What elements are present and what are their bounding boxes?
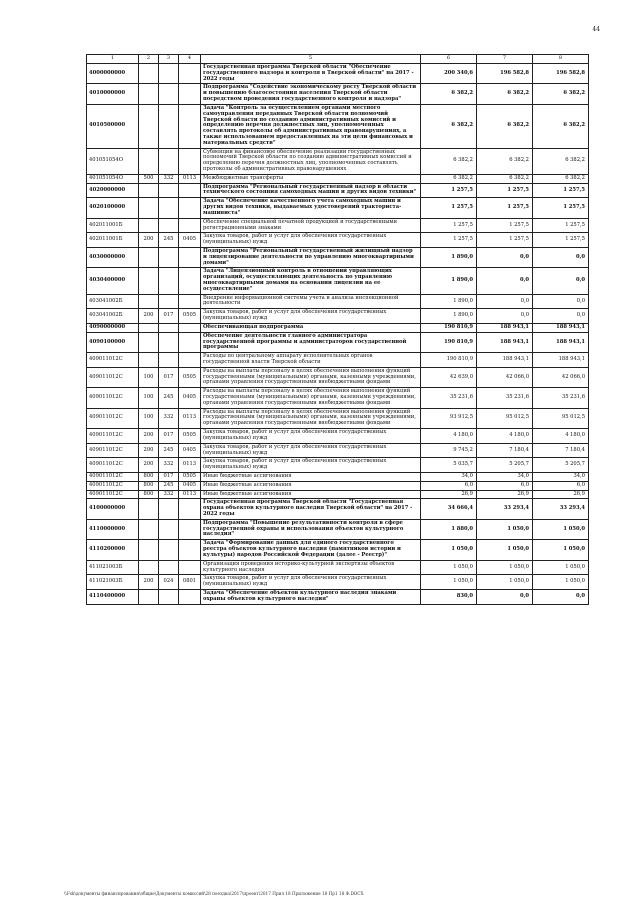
row-value-2: 196 582,8 xyxy=(477,64,533,84)
row-code: 4100000000 xyxy=(87,499,139,519)
row-section: 0405 xyxy=(179,443,201,458)
table-row xyxy=(87,589,589,604)
table-row xyxy=(87,560,589,575)
row-name: Задача "Контроль за осуществлением органами местного самоуправления переданных Тверской области полномочий Тверской области по созданию административных комиссий и определению перечня должностных лиц, уполномоченных составлять протоколы об административных правонарушениях, а также использованием предоставленных на эти цели финансовых и материальных средств" xyxy=(201,104,421,148)
row-value-1: 200 340,6 xyxy=(421,64,477,84)
row-code: 4010500000 xyxy=(87,104,139,148)
row-kvsr xyxy=(159,294,179,309)
row-name: Закупка товаров, работ и услуг для обеспечения государственных (муниципальных) нужд xyxy=(201,575,421,590)
row-value-2: 1 257,5 xyxy=(477,218,533,233)
table-row xyxy=(87,218,589,233)
row-value-2: 6 382,2 xyxy=(477,84,533,104)
row-code: 401051054О xyxy=(87,148,139,174)
row-value-3: 1 257,5 xyxy=(533,218,589,233)
row-kvsr xyxy=(159,332,179,352)
row-section xyxy=(179,353,201,368)
row-section xyxy=(179,148,201,174)
row-section: 0113 xyxy=(179,174,201,183)
row-kvr xyxy=(139,84,159,104)
table-row xyxy=(87,233,589,248)
row-value-1: 190 810,9 xyxy=(421,353,477,368)
row-code: 411021003Б xyxy=(87,560,139,575)
table-row xyxy=(87,408,589,428)
row-name: Расходы на выплаты персоналу в целях обеспечения выполнения функций государственными (муниципальными) органами, казенными учреждениями, органами управления государственными внебюджетными фондами xyxy=(201,367,421,387)
row-value-1: 26,9 xyxy=(421,490,477,499)
row-section: 0405 xyxy=(179,233,201,248)
row-code: 403041002Б xyxy=(87,309,139,324)
row-value-2: 4 180,0 xyxy=(477,429,533,444)
row-value-3: 5 205,7 xyxy=(533,458,589,473)
row-kvsr xyxy=(159,589,179,604)
row-section: 0113 xyxy=(179,458,201,473)
row-value-1: 35 231,6 xyxy=(421,388,477,408)
row-section xyxy=(179,589,201,604)
header-cell: 7 xyxy=(477,55,533,64)
row-kvr xyxy=(139,353,159,368)
row-kvr xyxy=(139,519,159,539)
row-value-1: 190 810,9 xyxy=(421,323,477,332)
row-name: Обеспечение специальной печатной продукцией и государственными регистрационными знаками xyxy=(201,218,421,233)
row-section xyxy=(179,519,201,539)
row-kvr xyxy=(139,589,159,604)
row-value-2: 0,0 xyxy=(477,247,533,267)
row-code: 4000000000 xyxy=(87,64,139,84)
row-code: 409011012С xyxy=(87,443,139,458)
row-code: 401051054О xyxy=(87,174,139,183)
row-value-2: 42 066,0 xyxy=(477,367,533,387)
row-value-2: 34,0 xyxy=(477,472,533,481)
row-kvr: 200 xyxy=(139,458,159,473)
row-value-1: 42 639,0 xyxy=(421,367,477,387)
row-kvr: 500 xyxy=(139,174,159,183)
row-value-3: 1 050,0 xyxy=(533,519,589,539)
row-kvsr: 017 xyxy=(159,472,179,481)
page-number: 44 xyxy=(592,26,600,33)
row-section: 0505 xyxy=(179,472,201,481)
row-kvsr xyxy=(159,218,179,233)
table-row xyxy=(87,104,589,148)
row-name: Государственная программа Тверской области "Государственная охрана объектов культурного наследия Тверской области" на 2017 - 2022 годы xyxy=(201,499,421,519)
row-kvsr xyxy=(159,560,179,575)
row-name: Закупка товаров, работ и услуг для обеспечения государственных (муниципальных) нужд xyxy=(201,309,421,324)
row-code: 402011001Б xyxy=(87,218,139,233)
row-code: 4010000000 xyxy=(87,84,139,104)
row-value-1: 6 382,2 xyxy=(421,84,477,104)
row-kvsr: 245 xyxy=(159,388,179,408)
row-name: Субвенции на финансовое обеспечение реализации государственных полномочий Тверской области по созданию административных комиссий и определению перечня должностных лиц, уполномоченных составлять протоколы об административных правонарушениях xyxy=(201,148,421,174)
row-code: 4090100000 xyxy=(87,332,139,352)
row-name: Подпрограмма "Повышение результативности контроля в сфере государственной охраны и использования объектов культурного наследия" xyxy=(201,519,421,539)
row-name: Иные бюджетные ассигнования xyxy=(201,490,421,499)
row-value-2: 1 050,0 xyxy=(477,540,533,560)
row-kvr xyxy=(139,104,159,148)
row-value-2: 0,0 xyxy=(477,589,533,604)
row-value-3: 6 382,2 xyxy=(533,174,589,183)
row-value-2: 1 257,5 xyxy=(477,183,533,198)
row-value-3: 35 231,6 xyxy=(533,388,589,408)
row-value-3: 196 582,8 xyxy=(533,64,589,84)
table-row xyxy=(87,540,589,560)
row-value-3: 6 382,2 xyxy=(533,148,589,174)
table-row xyxy=(87,84,589,104)
row-value-3: 1 050,0 xyxy=(533,540,589,560)
row-code: 4020000000 xyxy=(87,183,139,198)
row-name: Подпрограмма "Региональный государственный надзор в области технического состояния самоходных машин и других видов техники" xyxy=(201,183,421,198)
row-name: Иные бюджетные ассигнования xyxy=(201,472,421,481)
row-kvsr: 332 xyxy=(159,458,179,473)
row-code: 4030400000 xyxy=(87,268,139,294)
row-kvsr xyxy=(159,148,179,174)
row-kvsr: 245 xyxy=(159,443,179,458)
table-row xyxy=(87,472,589,481)
row-value-2: 7 180,4 xyxy=(477,443,533,458)
row-value-3: 188 943,1 xyxy=(533,323,589,332)
row-kvr xyxy=(139,247,159,267)
row-section xyxy=(179,540,201,560)
row-name: Задача "Формирование данных для единого государственного реестра объектов культурного наследия (памятников истории и культуры) народов Российской Федерации (далее - Реестр)" xyxy=(201,540,421,560)
row-value-2: 35 231,6 xyxy=(477,388,533,408)
row-name: Задача "Обеспечение качественного учета самоходных машин и других видов техники, выдаваемых удостоверений тракториста-машиниста" xyxy=(201,198,421,218)
table-row xyxy=(87,309,589,324)
row-kvr xyxy=(139,148,159,174)
row-value-3: 188 943,1 xyxy=(533,353,589,368)
row-value-2: 6 382,2 xyxy=(477,148,533,174)
row-section xyxy=(179,104,201,148)
row-value-1: 9 745,2 xyxy=(421,443,477,458)
row-value-2: 6 382,2 xyxy=(477,104,533,148)
row-section xyxy=(179,294,201,309)
row-kvsr: 332 xyxy=(159,408,179,428)
row-code: 402011001Б xyxy=(87,233,139,248)
row-value-3: 33 293,4 xyxy=(533,499,589,519)
table-row xyxy=(87,490,589,499)
row-kvsr: 017 xyxy=(159,429,179,444)
row-value-1: 34,0 xyxy=(421,472,477,481)
table-row xyxy=(87,148,589,174)
row-kvr: 800 xyxy=(139,490,159,499)
row-kvsr xyxy=(159,84,179,104)
row-kvsr xyxy=(159,323,179,332)
row-value-1: 1 890,0 xyxy=(421,309,477,324)
table-row xyxy=(87,458,589,473)
row-value-2: 1 257,5 xyxy=(477,233,533,248)
row-value-1: 6,0 xyxy=(421,481,477,490)
table-row xyxy=(87,64,589,84)
row-name: Закупка товаров, работ и услуг для обеспечения государственных (муниципальных) нужд xyxy=(201,233,421,248)
row-section xyxy=(179,499,201,519)
row-kvr: 800 xyxy=(139,481,159,490)
row-value-3: 95 012,5 xyxy=(533,408,589,428)
row-code: 409011012С xyxy=(87,408,139,428)
row-section xyxy=(179,183,201,198)
row-value-3: 1 257,5 xyxy=(533,233,589,248)
table-row xyxy=(87,247,589,267)
row-kvr: 100 xyxy=(139,408,159,428)
header-cell: 5 xyxy=(201,55,421,64)
row-value-3: 1 050,0 xyxy=(533,575,589,590)
row-section: 0405 xyxy=(179,481,201,490)
row-value-2: 188 943,1 xyxy=(477,353,533,368)
row-kvsr: 332 xyxy=(159,490,179,499)
row-section xyxy=(179,332,201,352)
row-kvr xyxy=(139,540,159,560)
budget-table xyxy=(86,54,589,605)
row-value-2: 5 205,7 xyxy=(477,458,533,473)
table-row xyxy=(87,575,589,590)
row-value-1: 1 050,0 xyxy=(421,540,477,560)
row-section: 0113 xyxy=(179,408,201,428)
header-cell: 3 xyxy=(159,55,179,64)
row-code: 409011012С xyxy=(87,429,139,444)
row-code: 4110200000 xyxy=(87,540,139,560)
row-value-1: 34 666,4 xyxy=(421,499,477,519)
table-row xyxy=(87,367,589,387)
row-code: 409011012С xyxy=(87,472,139,481)
file-path-footer: \\Fsk\документы финансирования\общие\Документы комиссий\28 поездка\2017\проект\2017 Прил 18 Приложение 18 Пр1 18 Ф.DOCX xyxy=(64,891,364,896)
row-section: 0405 xyxy=(179,388,201,408)
row-section xyxy=(179,218,201,233)
row-section: 0801 xyxy=(179,575,201,590)
row-kvsr: 332 xyxy=(159,174,179,183)
row-section xyxy=(179,198,201,218)
row-value-1: 1 050,0 xyxy=(421,560,477,575)
row-section xyxy=(179,323,201,332)
row-kvr xyxy=(139,560,159,575)
row-value-3: 6,0 xyxy=(533,481,589,490)
row-name: Обеспечивающая подпрограмма xyxy=(201,323,421,332)
row-value-2: 33 293,4 xyxy=(477,499,533,519)
row-name: Подпрограмма "Региональный государственный жилищный надзор и лицензирование деятельности по управлению многоквартирными домами" xyxy=(201,247,421,267)
row-value-1: 190 810,9 xyxy=(421,332,477,352)
row-kvr xyxy=(139,268,159,294)
row-value-1: 1 890,0 xyxy=(421,294,477,309)
row-kvsr xyxy=(159,540,179,560)
row-value-3: 0,0 xyxy=(533,589,589,604)
row-code: 409011012С xyxy=(87,367,139,387)
row-value-1: 5 035,7 xyxy=(421,458,477,473)
header-row xyxy=(87,55,589,64)
row-value-3: 0,0 xyxy=(533,268,589,294)
row-name: Закупка товаров, работ и услуг для обеспечения государственных (муниципальных) нужд xyxy=(201,443,421,458)
row-kvr: 200 xyxy=(139,429,159,444)
row-kvr: 100 xyxy=(139,367,159,387)
row-code: 4110400000 xyxy=(87,589,139,604)
row-code: 4030000000 xyxy=(87,247,139,267)
row-section: 0505 xyxy=(179,367,201,387)
row-kvr xyxy=(139,198,159,218)
row-kvr: 200 xyxy=(139,309,159,324)
row-value-1: 1 890,0 xyxy=(421,247,477,267)
row-value-1: 1 257,5 xyxy=(421,198,477,218)
row-kvr xyxy=(139,218,159,233)
row-value-2: 26,9 xyxy=(477,490,533,499)
row-code: 4020100000 xyxy=(87,198,139,218)
table-row xyxy=(87,294,589,309)
table-row xyxy=(87,443,589,458)
row-value-3: 4 180,0 xyxy=(533,429,589,444)
row-kvr: 200 xyxy=(139,443,159,458)
row-value-1: 1 257,5 xyxy=(421,218,477,233)
table-row xyxy=(87,519,589,539)
table-row xyxy=(87,481,589,490)
row-kvr: 200 xyxy=(139,575,159,590)
row-value-2: 188 943,1 xyxy=(477,323,533,332)
row-kvsr: 245 xyxy=(159,233,179,248)
row-value-1: 1 257,5 xyxy=(421,233,477,248)
row-name: Расходы по центральному аппарату исполнительных органов государственной власти Тверской области xyxy=(201,353,421,368)
row-value-3: 1 257,5 xyxy=(533,183,589,198)
row-value-3: 1 257,5 xyxy=(533,198,589,218)
row-value-1: 6 382,2 xyxy=(421,174,477,183)
row-code: 409011012С xyxy=(87,388,139,408)
table-row xyxy=(87,499,589,519)
row-value-3: 7 180,4 xyxy=(533,443,589,458)
row-kvsr: 024 xyxy=(159,575,179,590)
row-value-2: 0,0 xyxy=(477,268,533,294)
row-kvr: 800 xyxy=(139,472,159,481)
header-cell: 1 xyxy=(87,55,139,64)
row-name: Организация проведения историко-культурной экспертизы объектов культурного наследия xyxy=(201,560,421,575)
row-kvr xyxy=(139,183,159,198)
row-value-1: 1 890,0 xyxy=(421,268,477,294)
row-value-2: 6 382,2 xyxy=(477,174,533,183)
row-code: 409011012С xyxy=(87,353,139,368)
row-section xyxy=(179,64,201,84)
row-name: Обеспечение деятельности главного администратора государственной программы и администраторов государственной программы xyxy=(201,332,421,352)
row-value-2: 1 050,0 xyxy=(477,575,533,590)
table-row xyxy=(87,429,589,444)
row-value-2: 188 943,1 xyxy=(477,332,533,352)
row-name: Задача "Лицензионный контроль в отношении управляющих организаций, осуществляющих деятельность по управлению многоквартирными домами на основании лицензии на ее осуществление" xyxy=(201,268,421,294)
row-value-3: 26,9 xyxy=(533,490,589,499)
row-value-3: 0,0 xyxy=(533,247,589,267)
row-section xyxy=(179,84,201,104)
row-name: Закупка товаров, работ и услуг для обеспечения государственных (муниципальных) нужд xyxy=(201,429,421,444)
row-kvsr xyxy=(159,183,179,198)
table-row xyxy=(87,174,589,183)
row-name: Расходы на выплаты персоналу в целях обеспечения выполнения функций государственными (муниципальными) органами, казенными учреждениями, органами управления государственными внебюджетными фондами xyxy=(201,388,421,408)
row-kvsr: 017 xyxy=(159,309,179,324)
row-kvsr xyxy=(159,64,179,84)
row-kvr xyxy=(139,332,159,352)
row-value-3: 0,0 xyxy=(533,294,589,309)
header-cell: 8 xyxy=(533,55,589,64)
row-value-1: 1 880,0 xyxy=(421,519,477,539)
row-kvr xyxy=(139,294,159,309)
row-kvsr xyxy=(159,247,179,267)
row-name: Государственная программа Тверской области "Обеспечение государственного надзора и контроля в Тверской области" на 2017 - 2022 годы xyxy=(201,64,421,84)
row-value-2: 1 050,0 xyxy=(477,519,533,539)
row-value-3: 42 066,0 xyxy=(533,367,589,387)
row-value-1: 6 382,2 xyxy=(421,148,477,174)
row-kvr: 200 xyxy=(139,233,159,248)
row-kvsr xyxy=(159,268,179,294)
row-kvr: 100 xyxy=(139,388,159,408)
table-row xyxy=(87,198,589,218)
row-code: 4110000000 xyxy=(87,519,139,539)
row-name: Закупка товаров, работ и услуг для обеспечения государственных (муниципальных) нужд xyxy=(201,458,421,473)
row-value-3: 1 050,0 xyxy=(533,560,589,575)
row-kvr xyxy=(139,64,159,84)
table-row xyxy=(87,323,589,332)
row-value-2: 1 257,5 xyxy=(477,198,533,218)
row-value-3: 34,0 xyxy=(533,472,589,481)
row-value-2: 0,0 xyxy=(477,309,533,324)
row-section: 0113 xyxy=(179,490,201,499)
row-code: 403041002Б xyxy=(87,294,139,309)
header-cell: 4 xyxy=(179,55,201,64)
row-section: 0505 xyxy=(179,309,201,324)
row-value-2: 1 050,0 xyxy=(477,560,533,575)
row-section xyxy=(179,268,201,294)
table-row xyxy=(87,268,589,294)
row-value-3: 188 943,1 xyxy=(533,332,589,352)
row-name: Внедрение информационной системы учета и анализа инспекционной деятельности xyxy=(201,294,421,309)
row-section xyxy=(179,560,201,575)
row-code: 409011012С xyxy=(87,490,139,499)
header-cell: 6 xyxy=(421,55,477,64)
row-value-2: 0,0 xyxy=(477,294,533,309)
row-value-2: 95 012,5 xyxy=(477,408,533,428)
row-kvr xyxy=(139,323,159,332)
row-value-1: 1 257,5 xyxy=(421,183,477,198)
row-value-3: 6 382,2 xyxy=(533,104,589,148)
row-kvsr xyxy=(159,198,179,218)
row-kvsr xyxy=(159,353,179,368)
row-code: 4090000000 xyxy=(87,323,139,332)
row-code: 411021003Б xyxy=(87,575,139,590)
row-name: Задача "Обеспечение объектов культурного наследия знаками охраны объектов культурного наследия" xyxy=(201,589,421,604)
row-name: Расходы на выплаты персоналу в целях обеспечения выполнения функций государственными (муниципальными) органами, казенными учреждениями, органами управления государственными внебюджетными фондами xyxy=(201,408,421,428)
row-name: Межбюджетные трансферты xyxy=(201,174,421,183)
row-value-3: 0,0 xyxy=(533,309,589,324)
row-value-1: 93 912,5 xyxy=(421,408,477,428)
row-kvsr: 017 xyxy=(159,367,179,387)
row-value-1: 1 050,0 xyxy=(421,575,477,590)
row-code: 409011012С xyxy=(87,458,139,473)
header-cell: 2 xyxy=(139,55,159,64)
row-value-1: 4 180,0 xyxy=(421,429,477,444)
row-section xyxy=(179,247,201,267)
row-kvsr xyxy=(159,499,179,519)
table-row xyxy=(87,388,589,408)
row-name: Подпрограмма "Содействие экономическому росту Тверской области и повышению благосостояния населения Тверской области посредством проведения государственного контроля и надзора" xyxy=(201,84,421,104)
table-row xyxy=(87,332,589,352)
table-row xyxy=(87,183,589,198)
row-code: 409011012С xyxy=(87,481,139,490)
row-kvsr xyxy=(159,104,179,148)
row-kvsr xyxy=(159,519,179,539)
row-value-2: 6,0 xyxy=(477,481,533,490)
row-value-1: 830,0 xyxy=(421,589,477,604)
table-row xyxy=(87,353,589,368)
row-kvr xyxy=(139,499,159,519)
row-name: Иные бюджетные ассигнования xyxy=(201,481,421,490)
row-value-3: 6 382,2 xyxy=(533,84,589,104)
row-value-1: 6 382,2 xyxy=(421,104,477,148)
row-section: 0505 xyxy=(179,429,201,444)
row-kvsr: 245 xyxy=(159,481,179,490)
